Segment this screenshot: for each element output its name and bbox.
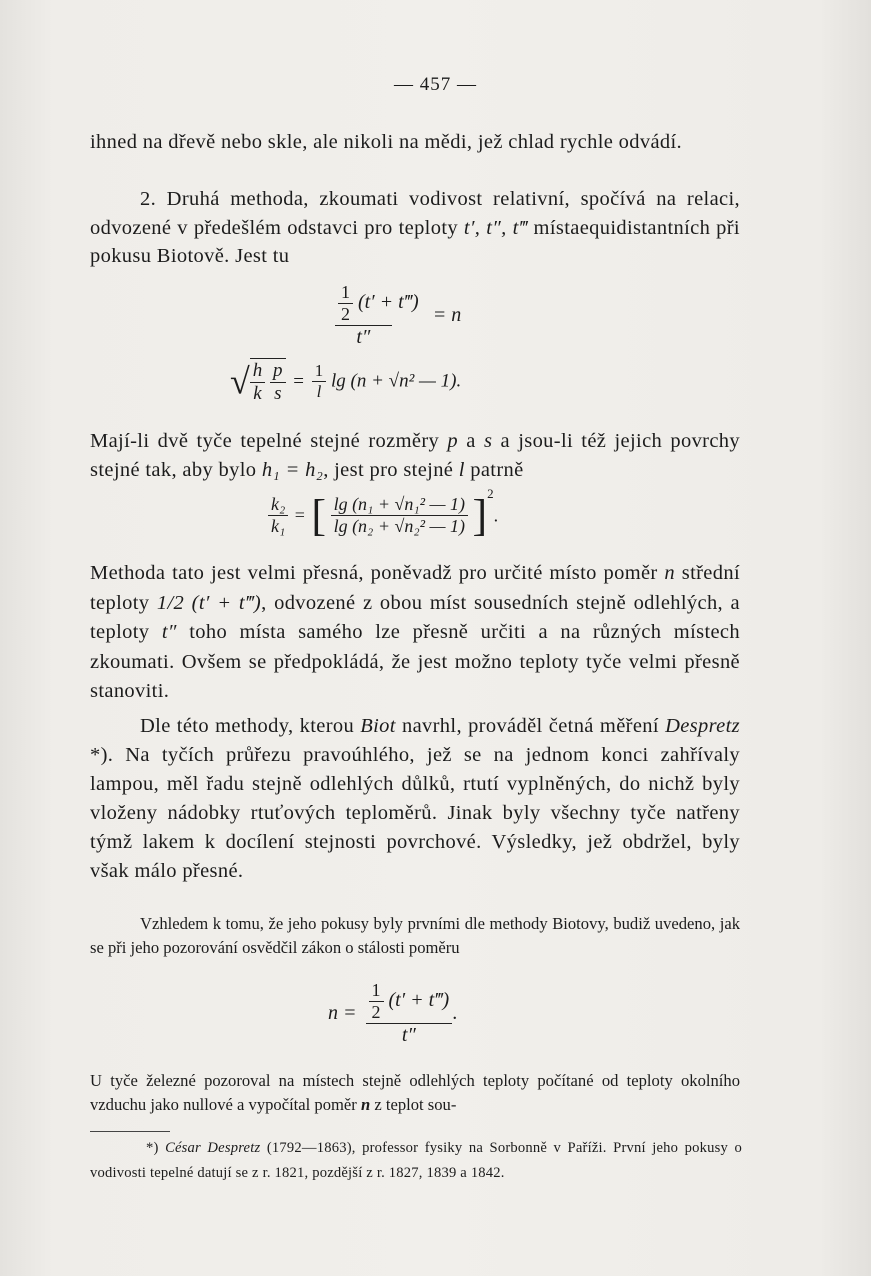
footnote-rule	[90, 1131, 170, 1132]
paragraph-6-text: Vzhledem k tomu, že jeho pokusy byly prvními dle methody Biotovy, budiž uvedeno, jak se při jeho pozorování osvědčil zákon o stálosti poměru	[90, 914, 740, 957]
paragraph-7-text-b: z teplot sou-	[370, 1095, 457, 1114]
eq3-lg-den: lg (n₂ + √n₂² — 1)	[333, 516, 465, 537]
paragraph-3-text-c: a jsou-li též jejich povrchy stejné tak, aby bylo	[90, 430, 740, 481]
paragraph-4-n: n	[664, 562, 675, 584]
paragraph-3-h: h₁ = h₂	[261, 458, 324, 481]
paragraph-3-text-a: Mají-li dvě tyče tepelné stejné rozměry	[90, 430, 448, 452]
eq3-exponent: 2	[487, 486, 494, 501]
paragraph-6	[90, 912, 740, 960]
equation-1	[335, 282, 461, 349]
paragraph-2-text-b: místaequidistantních při pokusu Biotově. Jest tu	[90, 216, 740, 268]
footnote-mark: *)	[146, 1140, 166, 1156]
paragraph-1-text: ihned na dřevě nebo skle, ale nikoli na mědi, jež chlad rychle odvádí.	[90, 131, 683, 153]
eq4-dot: .	[452, 1002, 458, 1024]
paragraph-1	[90, 128, 740, 157]
paragraph-3-p: p	[447, 430, 458, 452]
eq3-k1: k₁	[271, 516, 286, 537]
paragraph-2	[90, 185, 740, 271]
sqrt-sign: √	[230, 361, 250, 402]
eq2-k: k	[253, 383, 262, 404]
eq4-two: 2	[371, 1002, 381, 1022]
paragraph-5-biot: Biot	[360, 715, 396, 737]
paragraph-4-t: t″	[161, 621, 177, 643]
equation-2	[230, 358, 461, 405]
paragraph-7	[90, 1069, 740, 1117]
paragraph-2-vars: t′, t″, t‴	[463, 216, 528, 239]
equation-4	[328, 980, 457, 1047]
paragraph-5-text-a: Dle této methody, kterou	[140, 715, 361, 737]
page-number: — 457 —	[394, 74, 477, 95]
eq1-equals-n: = n	[432, 304, 462, 326]
eq4-sum: (t′ + t‴)	[388, 989, 450, 1012]
paragraph-4	[90, 559, 740, 707]
eq3-equals: =	[294, 505, 305, 526]
equation-3	[268, 486, 498, 538]
paragraph-4-text-c: , odvozené z obou míst sousedních stejně odlehlých, a teploty	[90, 591, 740, 643]
paragraph-5-text-b: navrhl, prováděl četná měření	[395, 715, 666, 737]
eq4-n-equals: n =	[328, 1002, 357, 1024]
footnote-author: César Despretz	[165, 1140, 261, 1156]
paragraph-5-text-c: *). Na tyčích průřezu pravoúhlého, jež se na jednom konci zahřívaly lampou, měl řadu stejně odlehlých důlků, rtutí vyplněných, do nichž byly vloženy nádobky rtuťových teploměrů. Jinak byly všechny tyče natřeny týmž lakem k docílení stejnosti povrchové. Výsledky, jež obdržel, byly však málo přesné.	[90, 744, 740, 882]
footnote	[90, 1136, 742, 1185]
paragraph-7-n: n	[360, 1095, 371, 1114]
paragraph-3-text-b: a	[457, 430, 484, 452]
eq2-s: s	[274, 383, 282, 404]
paragraph-4-text-d: toho místa samého lze přesně určiti a na různých místech zkoumati. Ovšem se předpokládá, že jest možno teploty tyče velmi přesně stanoviti.	[90, 621, 740, 702]
eq2-lg: lg (n + √n² — 1).	[330, 370, 462, 392]
paragraph-4-text-b: střední teploty	[90, 562, 740, 614]
paragraph-3	[90, 427, 740, 484]
eq3-lg-num: lg (n₁ + √n₁² — 1)	[331, 494, 468, 516]
paragraph-5	[90, 712, 740, 886]
eq2-p: p	[270, 360, 286, 383]
paragraph-3-s: s	[483, 430, 493, 452]
eq2-h: h	[250, 360, 266, 383]
paragraph-7-text-a: U tyče železné pozoroval na místech stejně odlehlých teploty počítané od teploty okolního vzduchu jako nullové a vypočítal poměr	[90, 1071, 740, 1114]
footnote-text: (1792—1863), professor fysiky na Sorbonně v Paříži. První jeho pokusy o vodivosti tepelné datují se z r. 1821, pozdější z r. 1827, 1839 a 1842.	[90, 1140, 743, 1181]
eq3-bracket-close: ]	[472, 490, 488, 540]
eq3-k2: k₂	[268, 494, 288, 516]
paragraph-4-text-a: Methoda tato jest velmi přesná, poněvadž pro určité místo poměr	[90, 562, 665, 584]
paragraph-3-text-d: , jest pro stejné	[323, 458, 459, 481]
paragraph-4-half: 1/2 (t′ + t‴)	[156, 591, 262, 614]
paragraph-3-text-e: patrně	[464, 458, 524, 481]
eq2-l: l	[316, 382, 322, 401]
eq1-t2: t″	[356, 326, 371, 348]
paragraph-5-despretz: Despretz	[665, 715, 740, 737]
eq1-two: 2	[341, 304, 350, 324]
eq2-one: 1	[312, 361, 327, 382]
eq2-equals: =	[293, 370, 304, 392]
eq4-t2: t″	[401, 1024, 416, 1046]
eq1-one: 1	[338, 282, 353, 304]
paragraph-2-text-a: 2. Druhá methoda, zkoumati vodivost relativní, spočívá na relaci, odvozené v předešlém odstavci pro teploty	[90, 188, 740, 239]
paragraph-3-l: l	[458, 458, 465, 481]
eq3-dot: .	[493, 505, 499, 526]
eq3-bracket-open: [	[311, 490, 327, 540]
eq1-sum: (t′ + t‴)	[358, 291, 419, 314]
eq4-one: 1	[369, 980, 384, 1002]
